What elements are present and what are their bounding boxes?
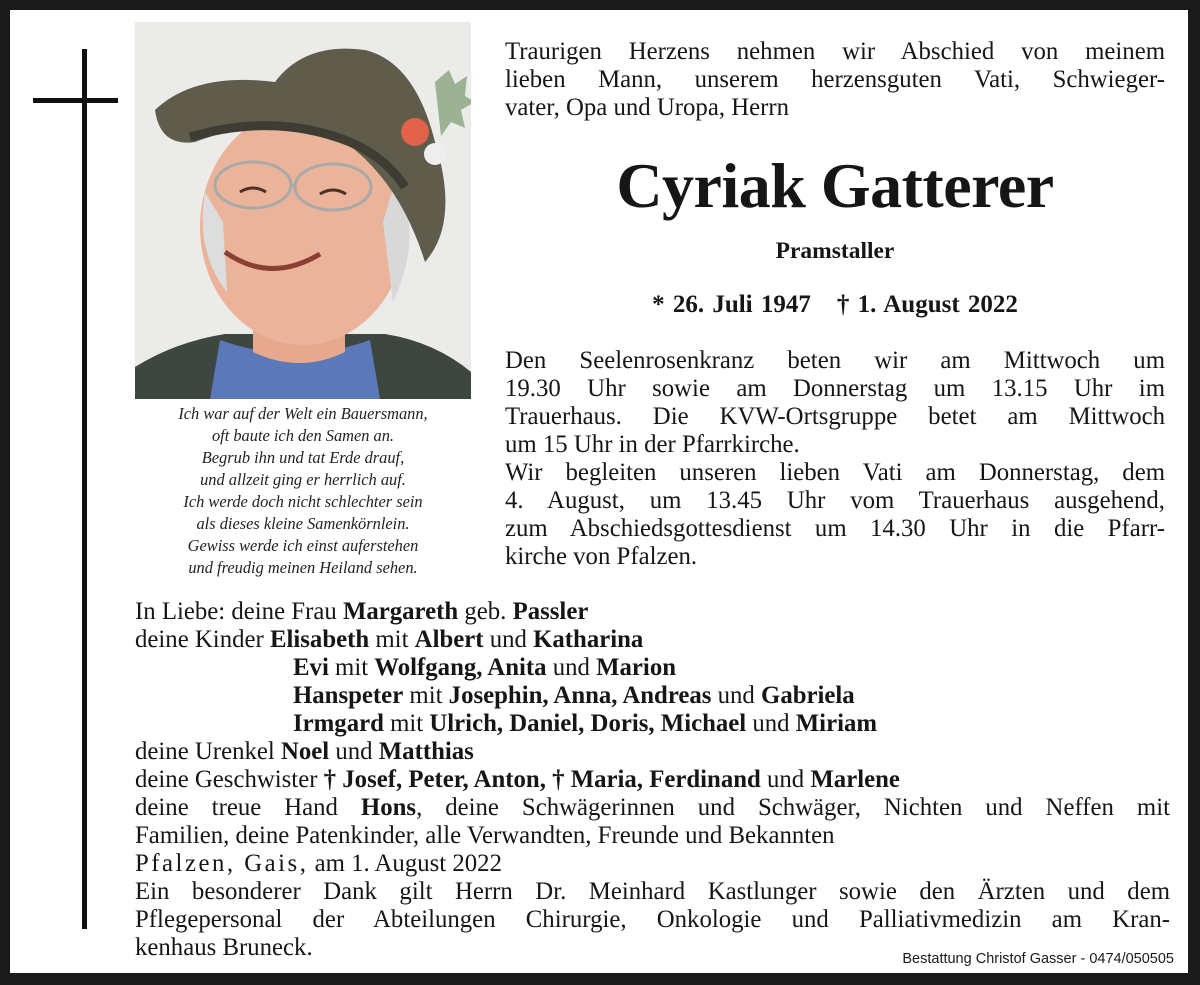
poem-line: und allzeit ging er herrlich auf. (200, 470, 406, 489)
thanks-line: Pflegepersonal der Abteilungen Chirurgie, Onkologie und Palliativmedizin am Kran- (135, 906, 1170, 933)
family-children: deine Kinder Elisabeth mit Albert und Katharina (135, 626, 644, 653)
poem-line: Ich war auf der Welt ein Bauersmann, (178, 404, 428, 423)
poem (125, 403, 481, 579)
family-others: deine treue Hand Hons, deine Schwägerinnen und Schwäger, Nichten und Neffen mit (135, 794, 1170, 821)
poem-line: Ich werde doch nicht schlechter sein (183, 492, 423, 511)
thanks-line: kenhaus Bruneck. (135, 934, 313, 961)
intro-line: lieben Mann, unserem herzensguten Vati, Schwieger- (505, 66, 1165, 93)
cross-icon-bar (33, 98, 118, 103)
service-line: Trauerhaus. Die KVW-Ortsgruppe betet am Mittwoch (505, 403, 1165, 430)
deceased-name: Cyriak Gatterer (616, 150, 1054, 221)
obituary-notice (10, 10, 1188, 973)
cross-icon (82, 49, 87, 929)
date: am 1. August 2022 (308, 850, 502, 877)
family-siblings: deine Geschwister † Josef, Peter, Anton, † Maria, Ferdinand und Marlene (135, 766, 900, 793)
family-list (135, 598, 1170, 962)
house-name: Pramstaller (775, 238, 895, 264)
poem-line: und freudig meinen Heiland sehen. (188, 558, 418, 577)
service-line: Den Seelenrosenkranz beten wir am Mittwoch um (505, 347, 1165, 374)
family-others: Familien, deine Patenkinder, alle Verwandten, Freunde und Bekannten (135, 822, 835, 849)
poem-line: Gewiss werde ich einst auferstehen (187, 536, 419, 555)
thanks-line: Ein besonderer Dank gilt Herrn Dr. Meinhard Kastlunger sowie den Ärzten und dem (135, 878, 1170, 905)
service-line: zum Abschiedsgottesdienst um 14.30 Uhr in die Pfarr- (505, 515, 1165, 542)
family-children: Hanspeter mit Josephin, Anna, Andreas und Gabriela (293, 682, 855, 709)
life-dates (505, 291, 1165, 319)
family-wife: In Liebe: deine Frau Margareth geb. Passler (135, 598, 589, 625)
poem-line: als dieses kleine Samenkörnlein. (196, 514, 410, 533)
intro-line: Traurigen Herzens nehmen wir Abschied von meinem (505, 38, 1165, 65)
family-greatgrandchildren: deine Urenkel Noel und Matthias (135, 738, 474, 765)
service-line: Wir begleiten unseren lieben Vati am Donnerstag, dem (505, 459, 1165, 486)
intro-text (505, 38, 1165, 122)
poem-line: oft baute ich den Samen an. (211, 426, 395, 445)
place-date (135, 850, 1170, 878)
service-line: 19.30 Uhr sowie am Donnerstag um 13.15 Uhr im (505, 375, 1165, 402)
funeral-home-credit: Bestattung Christof Gasser - 0474/050505 (902, 951, 1174, 967)
service-line: um 15 Uhr in der Pfarrkirche. (505, 431, 800, 458)
poem-line: Begrub ihn und tat Erde drauf, (201, 448, 405, 467)
portrait-photo (135, 22, 471, 399)
service-line: 4. August, um 13.45 Uhr vom Trauerhaus ausgehend, (505, 487, 1165, 514)
service-line: kirche von Pfalzen. (505, 543, 698, 570)
death-date: † 1. August 2022 (836, 291, 1018, 318)
birth-date: * 26. Juli 1947 (652, 291, 811, 318)
service-text (505, 347, 1165, 571)
family-children: Evi mit Wolfgang, Anita und Marion (293, 654, 677, 681)
family-children: Irmgard mit Ulrich, Daniel, Doris, Michael und Miriam (293, 710, 878, 737)
place: Pfalzen, Gais, (135, 850, 309, 877)
intro-line: vater, Opa und Uropa, Herrn (505, 94, 790, 121)
